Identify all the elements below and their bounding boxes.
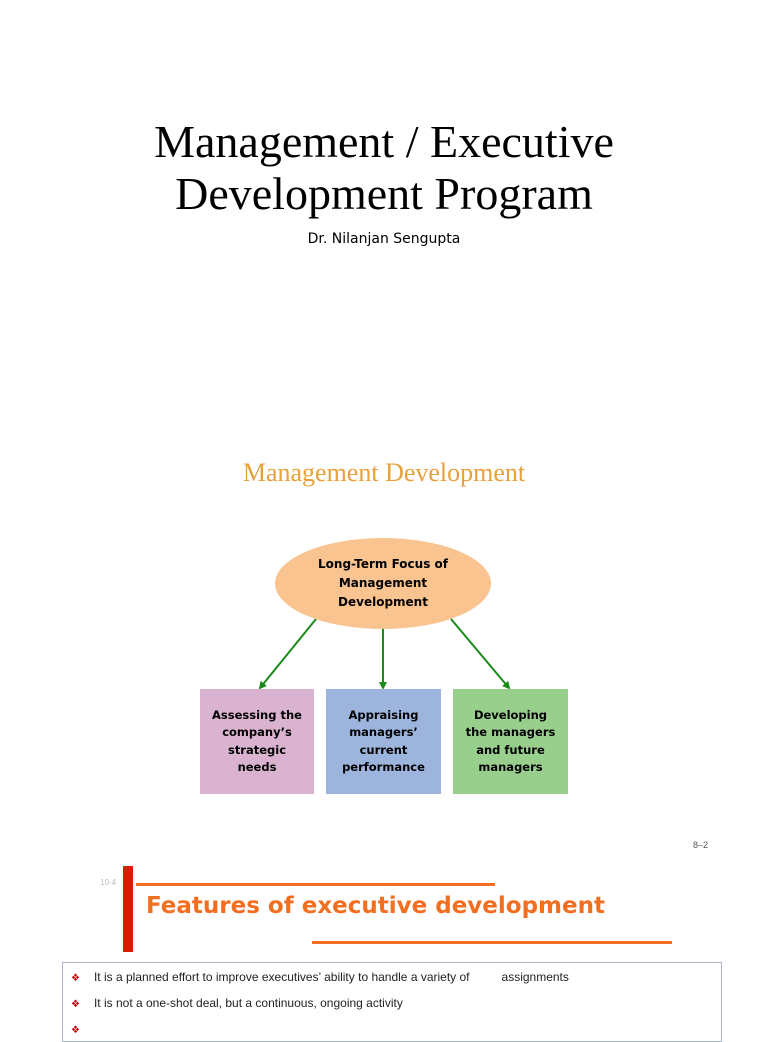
node-developing-managers: Developing the managers and future managers <box>453 689 568 794</box>
node-current-performance: Appraising managers’ current performance <box>326 689 441 794</box>
author-name: Dr. Nilanjan Sengupta <box>307 231 461 247</box>
bullet-diamond-icon: ❖ <box>71 1025 80 1036</box>
page-number: 8–2 <box>693 840 709 850</box>
bullet-diamond-icon: ❖ <box>71 999 80 1010</box>
divider-top <box>136 883 495 886</box>
slide-title-line-2: Development Program <box>175 168 593 219</box>
bullet-text-continued: assignments <box>501 970 569 984</box>
slide-title-line-1: Management / Executive <box>154 116 614 167</box>
list-item <box>71 996 403 1010</box>
arrow-left <box>260 619 316 688</box>
node-strategic-needs: Assessing the company’s strategic needs <box>200 689 314 794</box>
diagram-title: Management Development <box>242 458 526 487</box>
bullet-text: It is a planned effort to improve executives’ ability to handle a variety of <box>93 970 470 984</box>
bullet-diamond-icon: ❖ <box>71 973 80 984</box>
list-item-partial <box>71 1022 94 1036</box>
bullet-list <box>62 962 722 1042</box>
divider-bottom <box>312 941 672 944</box>
slide-heading: Features of executive development <box>146 893 605 919</box>
list-item <box>71 970 569 984</box>
slide-number: 10-4 <box>100 878 117 887</box>
bullet-text: It is not a one-shot deal, but a continuous, ongoing activity <box>93 996 403 1010</box>
arrow-right <box>451 619 509 688</box>
accent-bar <box>123 866 133 952</box>
center-node: Long-Term Focus of Management Development <box>275 538 491 629</box>
